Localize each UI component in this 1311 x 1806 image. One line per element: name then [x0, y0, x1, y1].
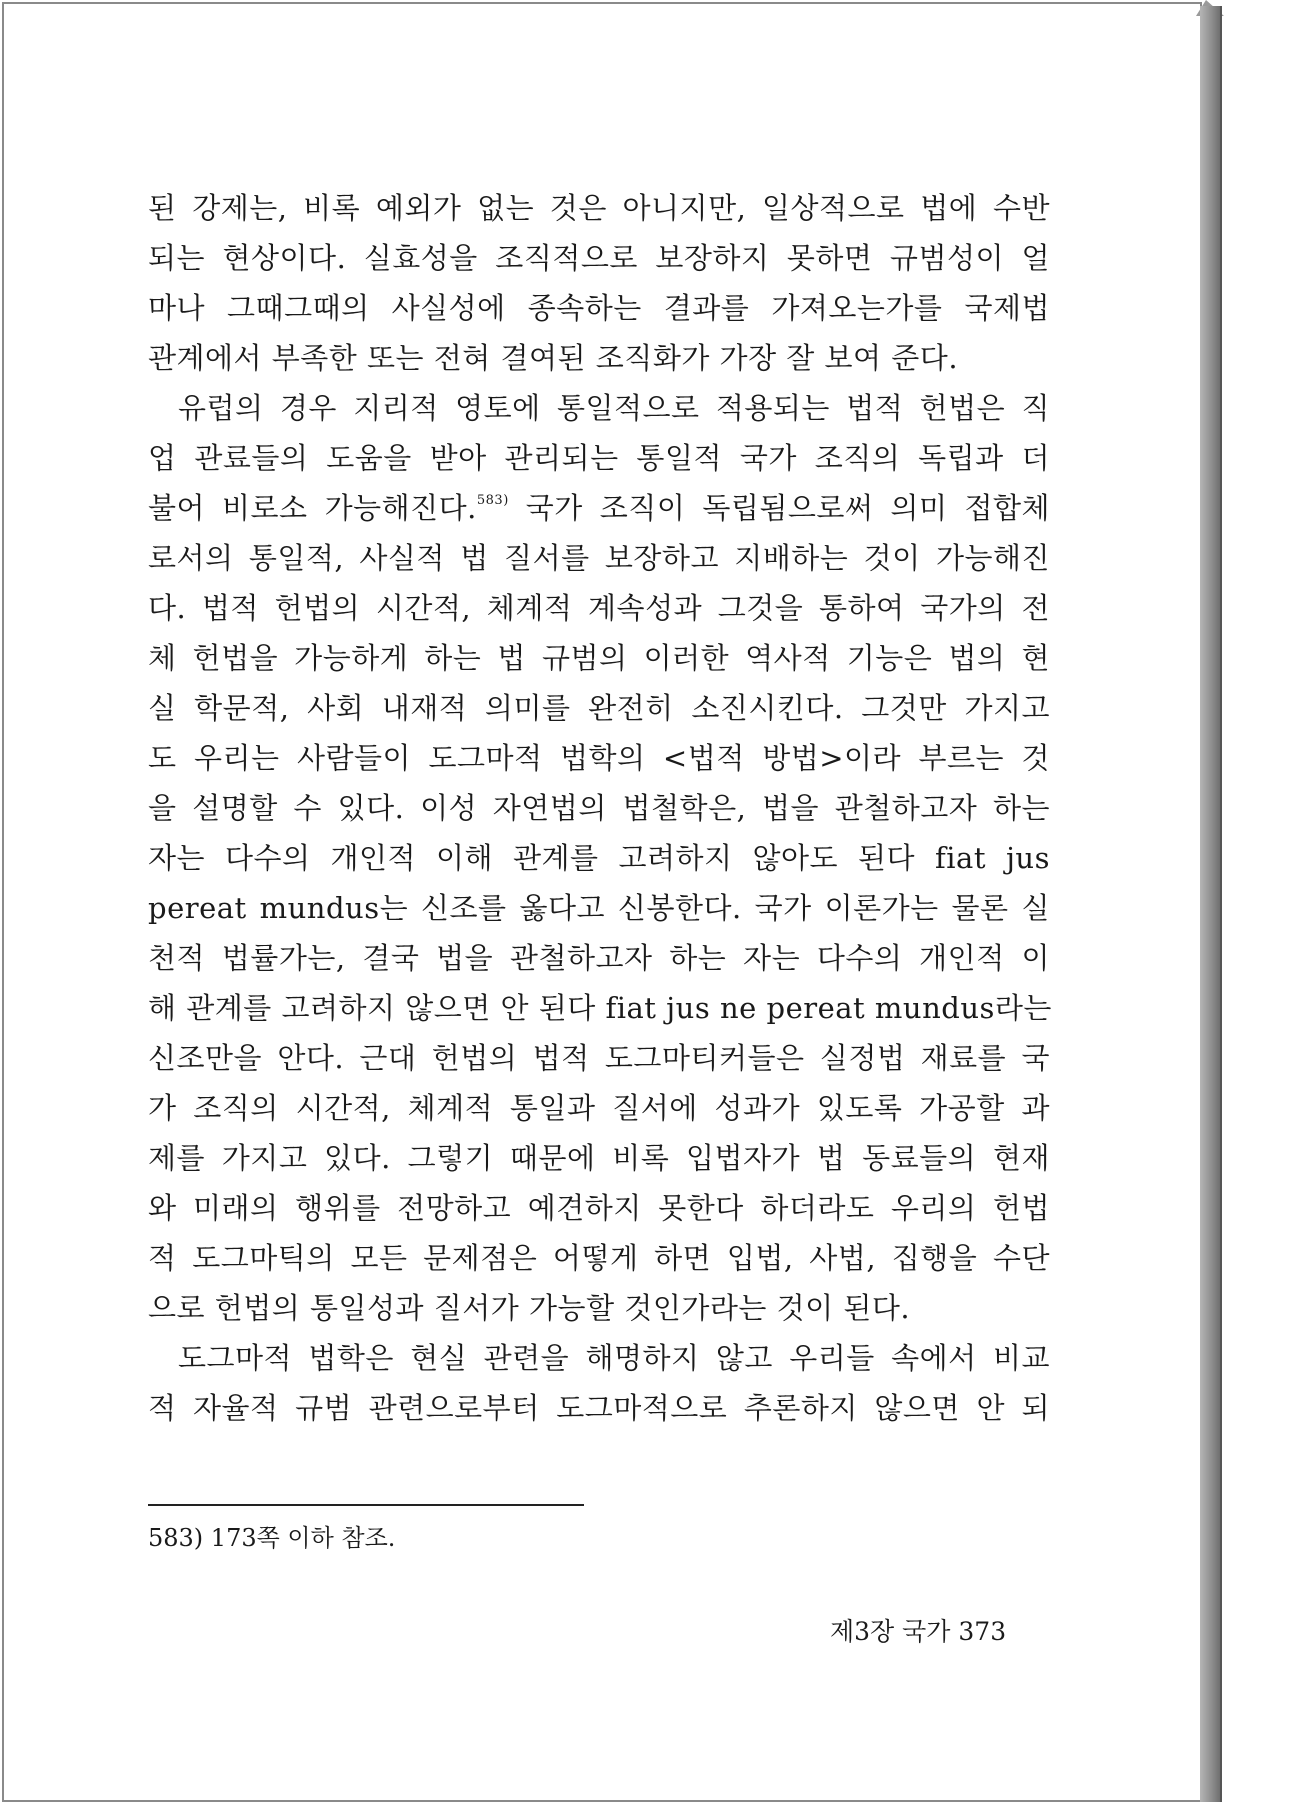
text-line: 다. 법적 헌법의 시간적, 체계적 계속성과 그것을 통하여 국가의 전	[148, 591, 1050, 625]
text-line: 적 자율적 규범 관련으로부터 도그마적으로 추론하지 않으면 안 되	[148, 1391, 1050, 1425]
text-segment: 불어 비로소 가능해진다.	[148, 491, 477, 525]
text-line: pereat mundus는 신조를 옳다고 신봉한다. 국가 이론가는 물론 실	[148, 891, 1050, 925]
text-line: 도 우리는 사람들이 도그마적 법학의 <법적 방법>이라 부르는 것	[148, 741, 1050, 775]
text-line: 로서의 통일적, 사실적 법 질서를 보장하고 지배하는 것이 가능해진	[148, 541, 1050, 575]
page-binding-edge	[1200, 6, 1222, 1802]
text-line: 자는 다수의 개인적 이해 관계를 고려하지 않아도 된다 fiat jus	[148, 841, 1050, 875]
text-line: 된 강제는, 비록 예외가 없는 것은 아니지만, 일상적으로 법에 수반	[148, 191, 1050, 225]
text-line: 을 설명할 수 있다. 이성 자연법의 법철학은, 법을 관철하고자 하는	[148, 791, 1050, 825]
text-line: 실 학문적, 사회 내재적 의미를 완전히 소진시킨다. 그것만 가지고	[148, 691, 1050, 725]
footnote: 583) 173쪽 이하 참조.	[148, 1524, 396, 1552]
running-footer-page-number: 제3장 국가 373	[830, 1617, 1007, 1646]
text-line: 체 헌법을 가능하게 하는 법 규범의 이러한 역사적 기능은 법의 현	[148, 641, 1050, 675]
body-text	[148, 183, 1050, 1433]
text-line: 가 조직의 시간적, 체계적 통일과 질서에 성과가 있도록 가공할 과	[148, 1091, 1050, 1125]
text-line: 되는 현상이다. 실효성을 조직적으로 보장하지 못하면 규범성이 얼	[148, 241, 1050, 275]
text-line: 관계에서 부족한 또는 전혀 결여된 조직화가 가장 잘 보여 준다.	[148, 341, 959, 375]
text-line: 도그마적 법학은 현실 관련을 해명하지 않고 우리들 속에서 비교	[178, 1341, 1050, 1375]
text-segment: 국가 조직이 독립됨으로써 의미 접합체	[508, 491, 1050, 525]
text-line: 신조만을 안다. 근대 헌법의 법적 도그마티커들은 실정법 재료를 국	[148, 1041, 1050, 1075]
footnote-divider	[148, 1504, 584, 1506]
text-line: 제를 가지고 있다. 그렇기 때문에 비록 입법자가 법 동료들의 현재	[148, 1141, 1050, 1175]
text-line: 으로 헌법의 통일성과 질서가 가능할 것인가라는 것이 된다.	[148, 1291, 911, 1325]
text-line-with-footnote	[148, 483, 1050, 533]
text-line: 와 미래의 행위를 전망하고 예견하지 못한다 하더라도 우리의 헌법	[148, 1191, 1050, 1225]
text-line: 적 도그마틱의 모든 문제점은 어떻게 하면 입법, 사법, 집행을 수단	[148, 1241, 1050, 1275]
text-line: 해 관계를 고려하지 않으면 안 된다 fiat jus ne pereat mundus라는	[148, 991, 1052, 1025]
text-line: 마나 그때그때의 사실성에 종속하는 결과를 가져오는가를 국제법	[148, 291, 1050, 325]
text-line: 유럽의 경우 지리적 영토에 통일적으로 적용되는 법적 헌법은 직	[178, 391, 1050, 425]
text-line: 업 관료들의 도움을 받아 관리되는 통일적 국가 조직의 독립과 더	[148, 441, 1050, 475]
footnote-reference: 583)	[476, 493, 509, 508]
text-line: 천적 법률가는, 결국 법을 관철하고자 하는 자는 다수의 개인적 이	[148, 941, 1050, 975]
